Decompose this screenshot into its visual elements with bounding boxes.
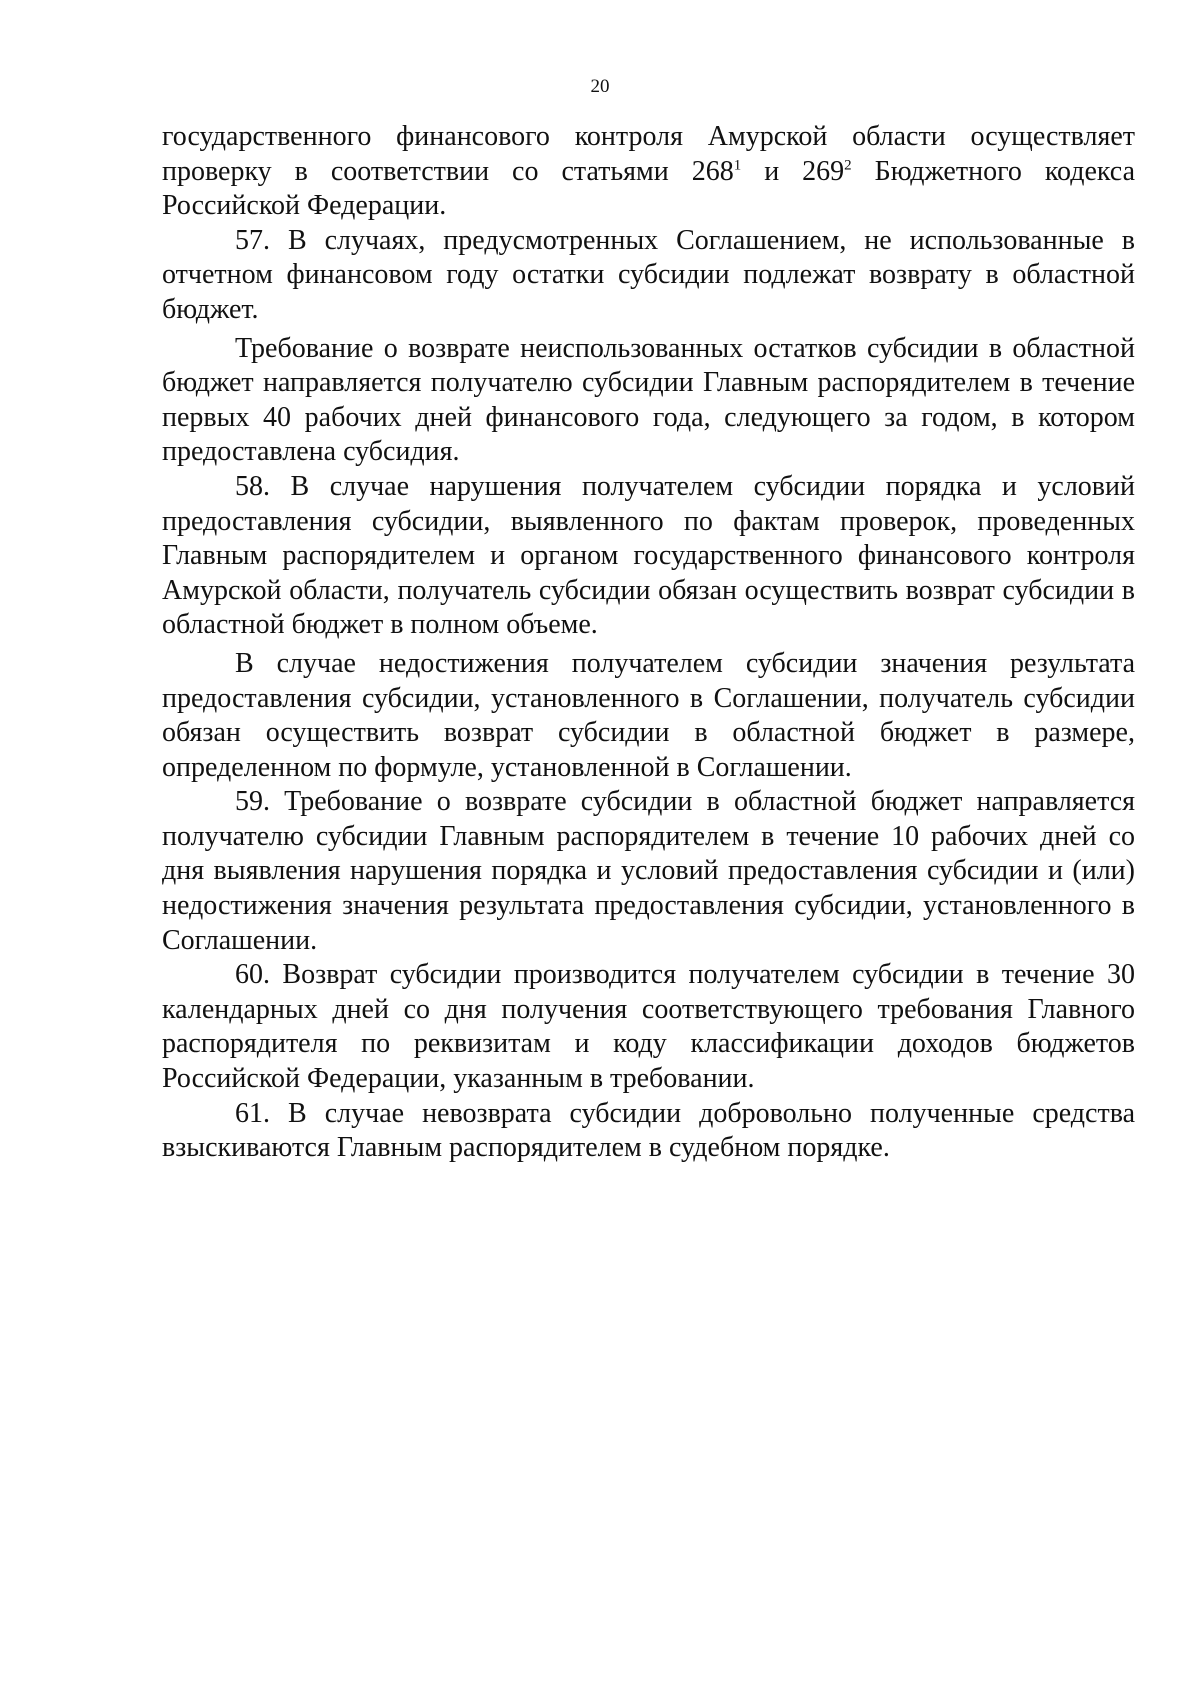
paragraph-61: 61. В случае невозврата субсидии добровольно полученные средства взыскиваются Главным распорядителем в судебном порядке. — [162, 1097, 1135, 1164]
page-number: 20 — [590, 76, 610, 97]
paragraph-continuation — [162, 120, 1135, 224]
paragraph-continuation-text-c: Бюджетного кодекса Российской Федерации. — [162, 155, 1135, 222]
paragraph-58-result: В случае недостижения получателем субсидии значения результата предоставления субсидии, установленного в Соглашении, получатель субсидии обязан осуществить возврат субсидии в областной бюджет в размере, определенном по формуле, установленной в Соглашении. — [162, 647, 1135, 783]
superscript-2: 2 — [844, 157, 852, 174]
paragraph-continuation-text-b: и 269 — [741, 155, 845, 187]
paragraph-58: 58. В случае нарушения получателем субсидии порядка и условий предоставления субсидии, выявленного по фактам проверок, проведенных Главным распорядителем и органом государственного финансового контроля Амурской области, получатель субсидии обязан осуществить возврат субсидии в областной бюджет в полном объеме. — [162, 470, 1135, 641]
paragraph-57: 57. В случаях, предусмотренных Соглашением, не использованные в отчетном финансовом году остатки субсидии подлежат возврату в областной бюджет. — [162, 224, 1135, 325]
document-body — [162, 120, 1135, 1166]
paragraph-60: 60. Возврат субсидии производится получателем субсидии в течение 30 календарных дней со дня получения соответствующего требования Главного распорядителя по реквизитам и коду классификации доходов бюджетов Российской Федерации, указанным в требовании. — [162, 959, 1135, 1095]
paragraph-continuation-text-a: государственного финансового контроля Амурской области осуществляет проверку в соответствии со статьями 268 — [162, 121, 1135, 187]
superscript-1: 1 — [733, 157, 742, 174]
paragraph-59: 59. Требование о возврате субсидии в областной бюджет направляется получателю субсидии Главным распорядителем в течение 10 рабочих дней со дня выявления нарушения порядка и условий предоставления субсидии и (или) недостижения значения результата предоставления субсидии, установленного в Соглашении. — [162, 786, 1135, 956]
paragraph-57-requirement: Требование о возврате неиспользованных остатков субсидии в областной бюджет направляется получателю субсидии Главным распорядителем в течение первых 40 рабочих дней финансового года, следующего за годом, в котором предоставлена субсидия. — [162, 332, 1135, 468]
